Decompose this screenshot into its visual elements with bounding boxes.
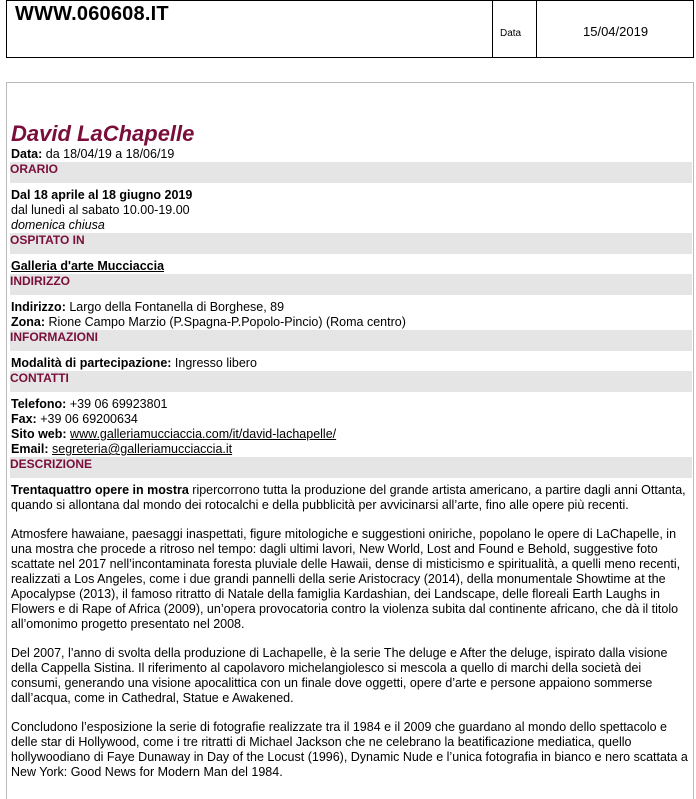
- site-name: WWW.060608.IT: [15, 3, 169, 25]
- date-label: Data: [500, 28, 522, 39]
- header-divider: [536, 1, 537, 58]
- address-value: Largo della Fontanella di Borghese, 89: [69, 300, 285, 314]
- zone-label: Zona:: [11, 315, 46, 329]
- description-paragraph: Del 2007, l’anno di svolta della produzione di Lachapelle, è la serie The deluge e After the deluge, ispirato dalla visione della Cappella Sistina. Il riferimento al capolavoro michelangiolesco si mescola a quello di marchi della società dei consumi, generando una visione apocalittica con un finale dove oggetti, opere d’arte e persone appaiono sommerse dall’acqua, come in Cathedral, Statue e Awakened.: [11, 646, 668, 705]
- zone-value: Rione Campo Marzio (P.Spagna-P.Popolo-Pincio) (Roma centro): [48, 315, 406, 329]
- fax-label: Fax:: [11, 412, 37, 426]
- document-header: [6, 0, 694, 58]
- description-paragraph: Atmosfere hawaiane, paesaggi inaspettati, figure mitologiche e suggestioni oniriche, popolano le opere di LaChapelle, in una mostra che procede a ritroso nel tempo: dagli ultimi lavori, New World, Lost and Found e Behold, suggestive foto scattate nel 2017 nell’incontaminata foresta pluviale delle Hawaii, dense di misticismo e spiritualità, a quelli meno recenti, realizzati a Los Angeles, come i due grandi pannelli della serie Aristocracy (2014), della monumentale Showtime at the Apocalypse (2013), il famoso ritratto di Natale della famiglia Kardashian, dei Landscape, delle floreali Earth Laughs in Flowers e di Rape of Africa (2009), un’opera provocatoria contro la violenza subita dal continente africano, che dà il titolo all’omonimo progetto presentato nel 2008.: [11, 527, 681, 631]
- description-paragraph: Concludono l’esposizione la serie di fotografie realizzate tra il 1984 e il 2009 che guardano al mondo dello spettacolo e delle star di Hollywood, come i tre ritratti di Michael Jackson che ne celebrano la beatificazione mediatica, quello hollywoodiano di Faye Dunaway in Day of the Locust (1996), Dynamic Nude e l’unica fotografia in bianco e nero scattata a New York: Good News for Modern Man del 1984.: [11, 720, 688, 779]
- email-link[interactable]: segreteria@galleriamucciaccia.it: [52, 442, 233, 456]
- section-heading-ospitato: OSPITATO IN: [10, 233, 692, 254]
- section-heading-indirizzo: INDIRIZZO: [10, 274, 692, 295]
- participation-value: Ingresso libero: [174, 356, 257, 370]
- participation-label: Modalità di partecipazione:: [11, 356, 172, 370]
- description-text: ripercorrono tutta la produzione del grande artista americano, a partire dagli anni Ottanta, quando si allontana dal mondo dei rotocalchi e della pubblicità per avvicinarsi all’arte, fino alle opere più recenti.: [11, 483, 686, 512]
- fax-value: +39 06 69200634: [40, 412, 138, 426]
- venue-link[interactable]: Galleria d'arte Mucciaccia: [11, 259, 165, 273]
- event-date-label: Data:: [11, 147, 43, 161]
- section-heading-informazioni: INFORMAZIONI: [10, 330, 692, 351]
- phone-label: Telefono:: [11, 397, 67, 411]
- article-content: [11, 121, 692, 794]
- website-label: Sito web:: [11, 427, 67, 441]
- section-heading-contatti: CONTATTI: [10, 371, 692, 392]
- orario-line: domenica chiusa: [11, 218, 105, 232]
- event-dates: [11, 147, 692, 162]
- description-paragraph: [11, 483, 692, 513]
- orario-line: dal lunedì al sabato 10.00-19.00: [11, 203, 190, 217]
- event-date-value: da 18/04/19 a 18/06/19: [45, 147, 175, 161]
- address-label: Indirizzo:: [11, 300, 66, 314]
- description-lead: Trentaquattro opere in mostra: [11, 483, 189, 497]
- section-heading-orario: ORARIO: [10, 162, 692, 183]
- phone-value: +39 06 69923801: [69, 397, 168, 411]
- section-heading-descrizione: DESCRIZIONE: [10, 457, 692, 478]
- orario-line: Dal 18 aprile al 18 giugno 2019: [11, 188, 193, 202]
- event-title: David LaChapelle: [11, 121, 195, 146]
- website-link[interactable]: www.galleriamucciaccia.com/it/david-lachapelle/: [70, 427, 337, 441]
- header-divider: [492, 1, 493, 58]
- date-value: 15/04/2019: [583, 24, 649, 39]
- email-label: Email:: [11, 442, 49, 456]
